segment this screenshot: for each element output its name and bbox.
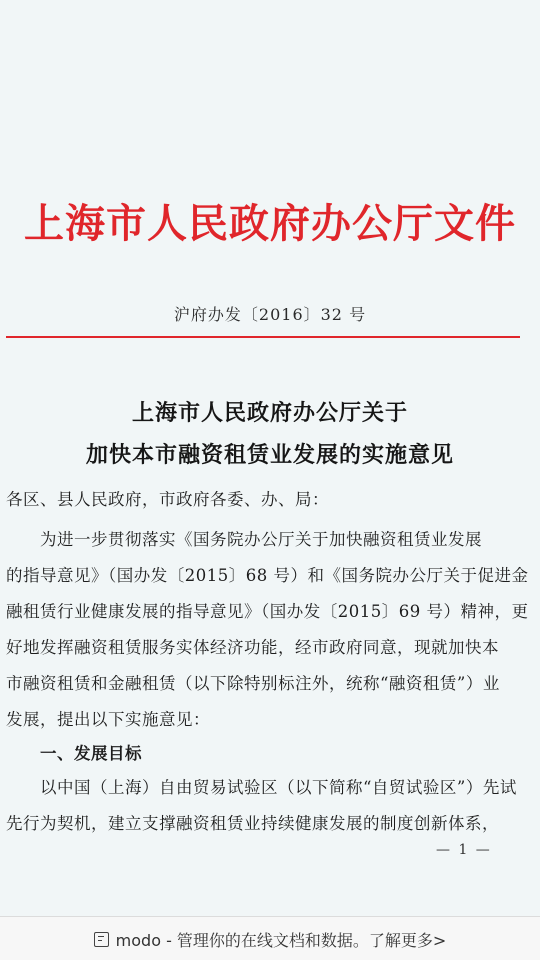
- red-divider: [6, 336, 520, 338]
- modo-logo-icon: [94, 932, 109, 947]
- paragraph-1-line: 发展，提出以下实施意见：: [6, 710, 210, 729]
- document-title-line-1: 上海市人民政府办公厅关于: [131, 400, 408, 426]
- issuer-header: 上海市人民政府办公厅文件: [24, 200, 516, 247]
- promo-footer-bar[interactable]: [0, 916, 540, 960]
- paragraph-1-line: 的指导意见》（国办发〔2015〕68 号）和《国务院办公厅关于促进金: [6, 566, 529, 585]
- paragraph-1-line: 为进一步贯彻落实《国务院办公厅关于加快融资租赁业发展: [40, 530, 482, 549]
- paragraph-2-line: 以中国（上海）自由贸易试验区（以下简称“自贸试验区”）先试: [40, 778, 517, 797]
- page-number: — 1 —: [436, 842, 492, 858]
- promo-footer-text[interactable]: modo - 管理你的在线文档和数据。了解更多>: [115, 930, 447, 950]
- addressee: 各区、县人民政府，市政府各委、办、局：: [6, 490, 329, 509]
- document-number: 沪府办发〔2016〕32 号: [173, 305, 367, 324]
- paragraph-1-line: 市融资租赁和金融租赁（以下除特别标注外，统称“融资租赁”）业: [6, 674, 500, 693]
- paragraph-2-line: 先行为契机，建立支撑融资租赁业持续健康发展的制度创新体系，: [6, 814, 499, 833]
- document-title-line-2: 加快本市融资租赁业发展的实施意见: [85, 442, 454, 468]
- paragraph-1-line: 融租赁行业健康发展的指导意见》（国办发〔2015〕69 号）精神，更: [6, 602, 529, 621]
- section-heading: 一、发展目标: [40, 744, 142, 763]
- paragraph-1-line: 好地发挥融资租赁服务实体经济功能，经市政府同意，现就加快本: [6, 638, 499, 657]
